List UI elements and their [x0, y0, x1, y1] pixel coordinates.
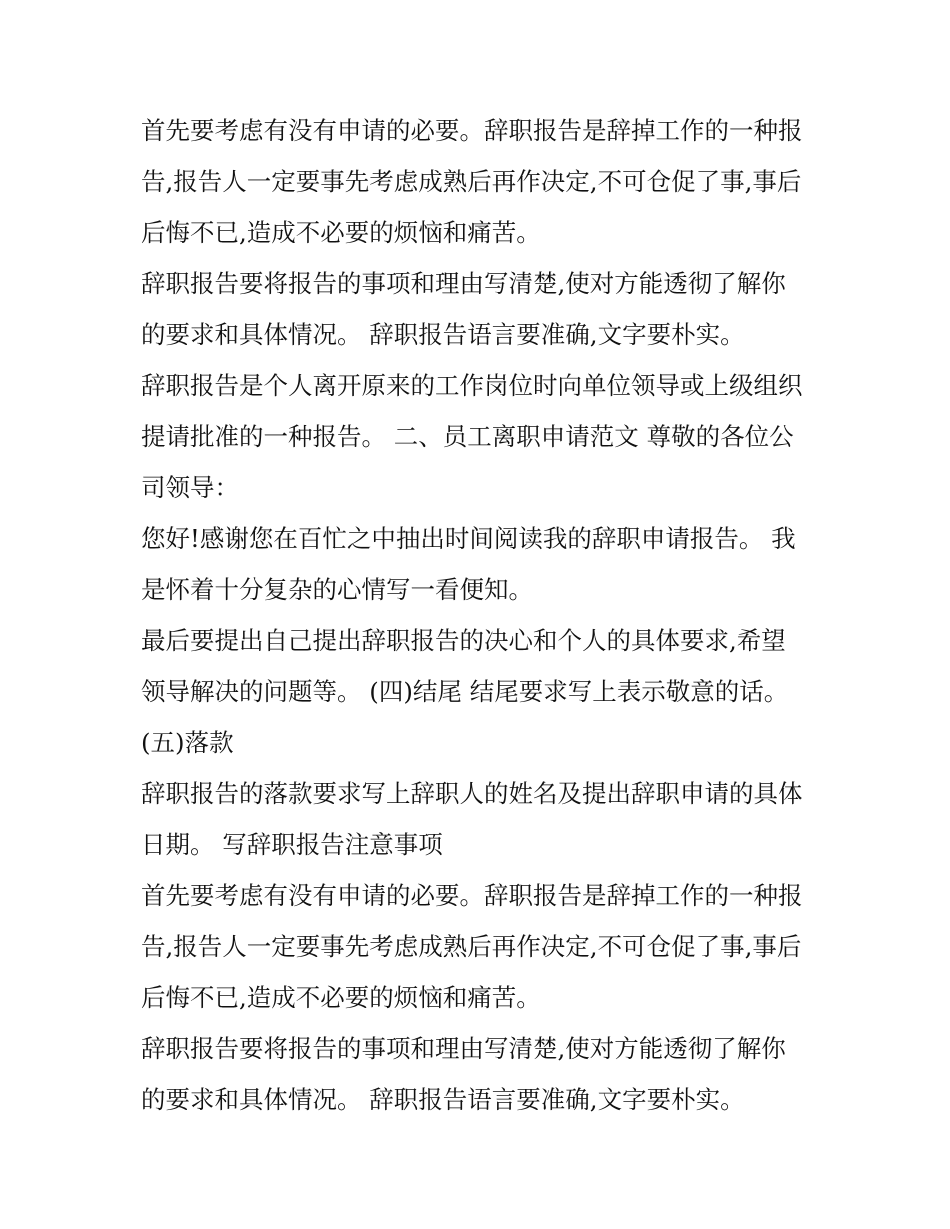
text-line: 辞职报告要将报告的事项和理由写清楚,使对方能透彻了解你	[141, 1034, 786, 1063]
text-line: 后悔不已,造成不必要的烦恼和痛苦。	[141, 983, 541, 1012]
text-line: 是怀着十分复杂的心情写一看便知。	[141, 575, 533, 604]
text-line: 后悔不已,造成不必要的烦恼和痛苦。	[141, 218, 541, 247]
text-line: 领导解决的问题等。 (四)结尾 结尾要求写上表示敬意的话。	[141, 677, 789, 706]
text-line: (五)落款	[141, 728, 234, 757]
text-line: 提请批准的一种报告。 二、员工离职申请范文 尊敬的各位公	[141, 422, 794, 451]
text-line: 的要求和具体情况。 辞职报告语言要准确,文字要朴实。	[141, 1085, 745, 1114]
text-line: 您好!感谢您在百忙之中抽出时间阅读我的辞职申请报告。 我	[141, 524, 796, 553]
text-line: 最后要提出自己提出辞职报告的决心和个人的具体要求,希望	[141, 626, 786, 655]
text-line: 日期。 写辞职报告注意事项	[141, 830, 443, 859]
text-line: 辞职报告是个人离开原来的工作岗位时向单位领导或上级组织	[141, 371, 803, 400]
text-line: 的要求和具体情况。 辞职报告语言要准确,文字要朴实。	[141, 320, 745, 349]
text-line: 告,报告人一定要事先考虑成熟后再作决定,不可仓促了事,事后	[141, 932, 802, 961]
text-line: 司领导：	[141, 473, 239, 502]
text-line: 辞职报告的落款要求写上辞职人的姓名及提出辞职申请的具体	[141, 779, 803, 808]
text-line: 辞职报告要将报告的事项和理由写清楚,使对方能透彻了解你	[141, 269, 786, 298]
text-line: 告,报告人一定要事先考虑成熟后再作决定,不可仓促了事,事后	[141, 167, 802, 196]
document-body	[141, 105, 821, 1125]
text-line: 首先要考虑有没有申请的必要。辞职报告是辞掉工作的一种报	[141, 881, 803, 910]
text-line: 首先要考虑有没有申请的必要。辞职报告是辞掉工作的一种报	[141, 116, 803, 145]
